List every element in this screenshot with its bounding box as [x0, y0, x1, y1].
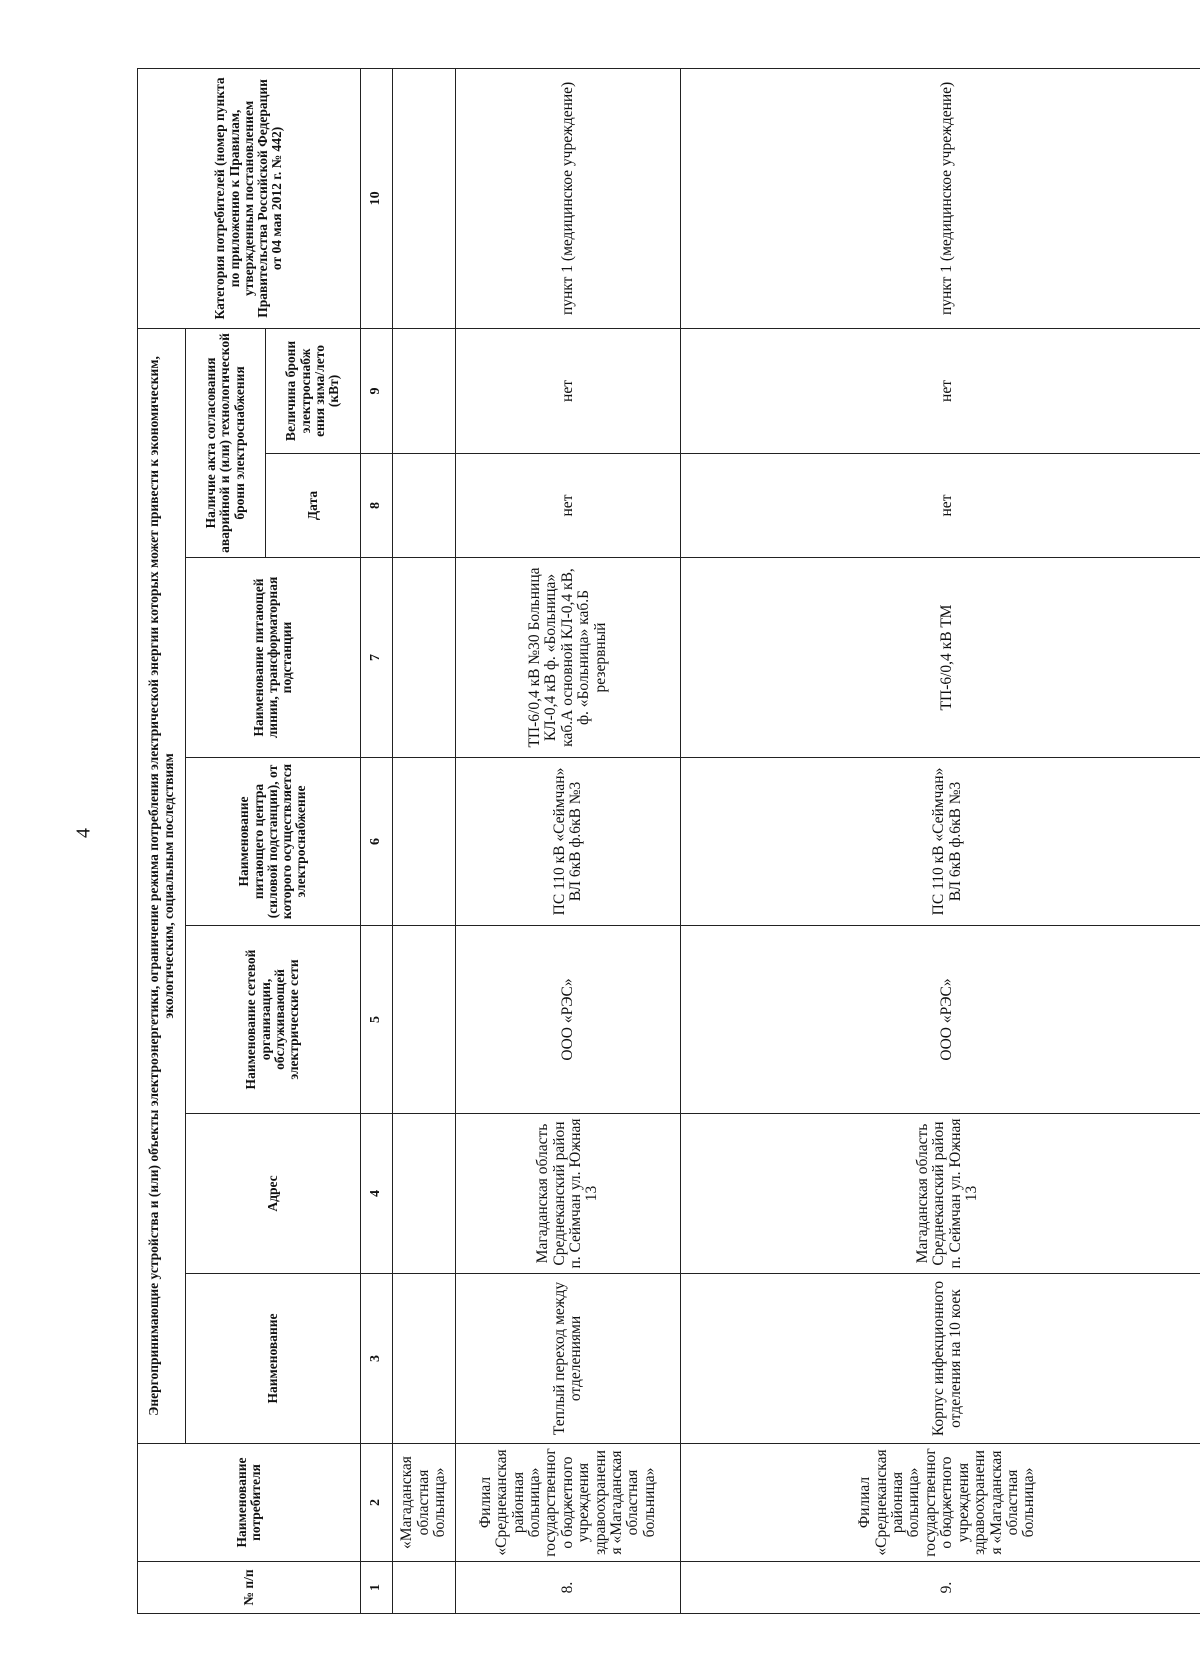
network-organization: ООО «РЭС»: [456, 926, 681, 1114]
object-name: Корпус инфекционного отделения на 10 коек: [681, 1274, 1200, 1444]
consumer-category: [393, 68, 456, 328]
consumer-name: Филиал «Среднеканская районная больница» государственного бюджетного учреждения здравоохранения «Магаданская областная больница»: [681, 1444, 1200, 1562]
reserve-value: [393, 328, 456, 453]
supply-line: ТП-6/0,4 кВ №30 Больница КЛ-0,4 кВ ф. «Больница» каб.А основной КЛ-0,4 кВ, ф. «Больница» каб.Б резервный: [456, 558, 681, 758]
header-row-1: [138, 68, 186, 1613]
column-number: 1: [361, 1562, 393, 1614]
object-address: [393, 1114, 456, 1274]
column-number-row: [361, 68, 393, 1613]
consumer-category: пункт 1 (медицинское учреждение): [681, 68, 1200, 328]
table-row: [456, 68, 681, 1613]
header-col3: Наименование: [186, 1274, 361, 1444]
column-number: 10: [361, 68, 393, 328]
header-col8: Дата: [266, 454, 361, 558]
consumers-table: [137, 68, 1200, 1614]
header-col4: Адрес: [186, 1114, 361, 1274]
column-number: 9: [361, 328, 393, 453]
column-number: 2: [361, 1444, 393, 1562]
supply-center: ПС 110 кВ «Сеймчан» ВЛ 6кВ ф.6кВ №3: [456, 758, 681, 926]
header-group: Энергопринимающие устройства и (или) объекты электроэнергетики, ограничение режима потребления электрической энергии которых может привести к экономическим, экологическим, социальным последствиям: [138, 328, 186, 1443]
act-date: нет: [681, 454, 1200, 558]
object-name: [393, 1274, 456, 1444]
consumer-name: «Магаданская областная больница»: [393, 1444, 456, 1562]
header-col7: Наименование питающей линии, трансформаторная подстанции: [186, 558, 361, 758]
header-group2: Наличие акта согласования аварийной и (или) технологической брони электроснабжения: [186, 328, 266, 557]
act-date: нет: [456, 454, 681, 558]
reserve-value: нет: [681, 328, 1200, 453]
table-row: [393, 68, 456, 1613]
column-number: 5: [361, 926, 393, 1114]
column-number: 4: [361, 1114, 393, 1274]
row-number: 8.: [456, 1562, 681, 1614]
network-organization: ООО «РЭС»: [681, 926, 1200, 1114]
consumer-name: Филиал «Среднеканская районная больница» государственного бюджетного учреждения здравоохранения «Магаданская областная больница»: [456, 1444, 681, 1562]
network-organization: [393, 926, 456, 1114]
supply-line: ТП-6/0,4 кВ ТМ: [681, 558, 1200, 758]
supply-center: ПС 110 кВ «Сеймчан» ВЛ 6кВ ф.6кВ №3: [681, 758, 1200, 926]
consumer-category: пункт 1 (медицинское учреждение): [456, 68, 681, 328]
header-col2: Наименование потребителя: [138, 1444, 361, 1562]
page-number: 4: [72, 828, 95, 838]
object-name: Теплый переход между отделениями: [456, 1274, 681, 1444]
act-date: [393, 454, 456, 558]
column-number: 8: [361, 454, 393, 558]
column-number: 3: [361, 1274, 393, 1444]
column-number: 6: [361, 758, 393, 926]
header-col9: Величина брони электроснабж ения зима/лето (кВт): [266, 328, 361, 453]
supply-center: [393, 758, 456, 926]
column-number: 7: [361, 558, 393, 758]
supply-line: [393, 558, 456, 758]
header-col1: № п/п: [138, 1562, 361, 1614]
header-col6: Наименование питающего центра (силовой подстанции), от которого осуществляется электроснабжение: [186, 758, 361, 926]
rotated-table-wrapper: [137, 69, 1200, 1614]
header-col5: Наименование сетевой организации, обслуживающей электрические сети: [186, 926, 361, 1114]
object-address: Магаданская область Среднеканский район п. Сеймчан ул. Южная 13: [681, 1114, 1200, 1274]
row-number: [393, 1562, 456, 1614]
row-number: 9.: [681, 1562, 1200, 1614]
table-row: [681, 68, 1200, 1613]
object-address: Магаданская область Среднеканский район п. Сеймчан ул. Южная 13: [456, 1114, 681, 1274]
header-col10: Категория потребителей (номер пункта по приложению к Правилам, утвержденным постановлением Правительства Российской Федерации от 04 мая 2012 г. № 442): [138, 68, 361, 328]
reserve-value: нет: [456, 328, 681, 453]
